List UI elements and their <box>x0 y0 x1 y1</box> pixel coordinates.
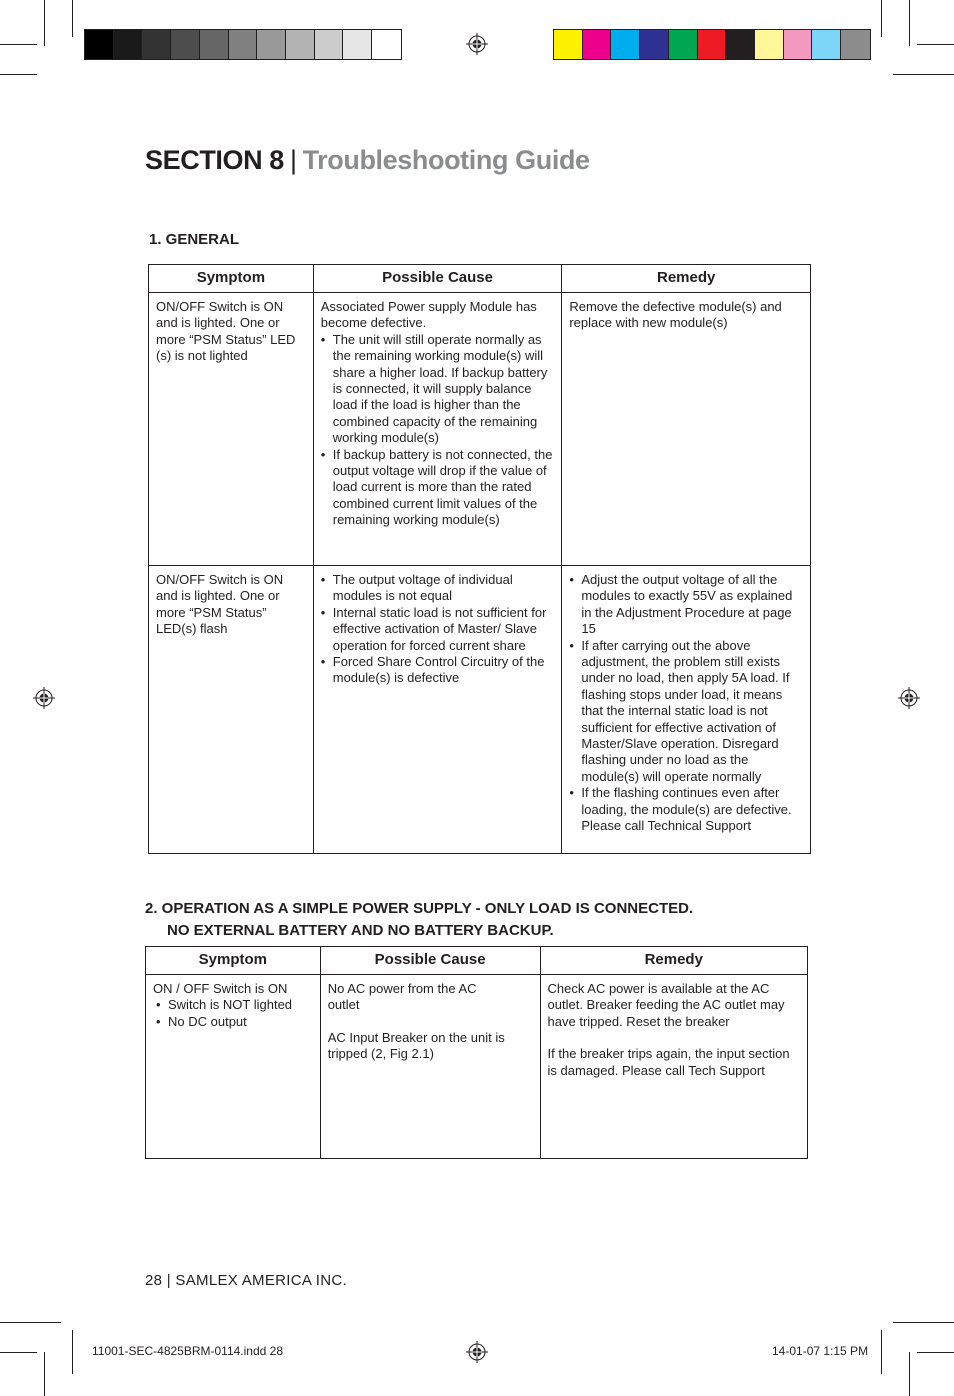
cause-cell <box>320 975 540 1159</box>
color-swatch <box>611 30 640 59</box>
remedy-bullet: • If after carrying out the above adjustment, the problem still exists under no load, then apply 5A load. If flashing stops under load, it means that the internal static load is not sufficient for effective activation of Master/Slave operation. Disregard flashing under no load as the module(s) will operate normally <box>581 638 803 786</box>
cause-bullet: • Forced Share Control Circuitry of the module(s) is defective <box>333 654 555 687</box>
section-title <box>145 145 590 176</box>
section-number: SECTION 8 <box>145 145 284 175</box>
cause-text: No AC power from the AC outlet <box>327 981 477 1013</box>
color-swatch <box>583 30 612 59</box>
color-swatch <box>372 30 401 59</box>
cause-bullet: • The output voltage of individual modules is not equal <box>333 572 555 605</box>
symptom-cell <box>146 975 321 1159</box>
general-troubleshooting-table <box>148 264 811 854</box>
symptom-intro: ON / OFF Switch is ON <box>153 981 288 996</box>
general-heading: 1. GENERAL <box>149 231 240 248</box>
remedy-bullet: • Adjust the output voltage of all the modules to exactly 55V as explained in the Adjustment Procedure at page 15 <box>581 572 803 638</box>
color-swatch <box>114 30 143 59</box>
color-swatch <box>726 30 755 59</box>
section-name: Troubleshooting Guide <box>302 145 590 175</box>
registration-mark-icon <box>466 33 488 55</box>
table-header-row <box>149 265 811 293</box>
color-swatch <box>812 30 841 59</box>
cause-bullet: • The unit will still operate normally as the remaining working module(s) will share a higher load. If backup battery is connected, it will supply balance load if the load is higher than the combined capacity of the remaining working module(s) <box>333 332 555 447</box>
color-swatch <box>286 30 315 59</box>
registration-mark-icon <box>898 687 920 709</box>
process-color-bar <box>553 29 871 60</box>
cause-bullet: • Internal static load is not sufficient for effective activation of Master/ Slave operation for forced current share <box>333 605 555 654</box>
column-header-symptom: Symptom <box>149 265 314 293</box>
table-row <box>149 293 811 566</box>
remedy-cell <box>562 293 811 566</box>
cause-cell <box>313 566 562 854</box>
remedy-text: If the breaker trips again, the input section is damaged. Please call Tech Support <box>547 1046 790 1078</box>
slug-timestamp: 14-01-07 1:15 PM <box>772 1344 869 1358</box>
remedy-bullet: • If the flashing continues even after loading, the module(s) are defective. Please call Technical Support <box>581 785 803 834</box>
column-header-symptom: Symptom <box>146 947 321 975</box>
symptom-bullet: • Switch is NOT lighted <box>168 997 313 1013</box>
symptom-text: ON/OFF Switch is ON and is lighted. One or more “PSM Status” LED(s) flash <box>156 572 284 637</box>
column-header-cause: Possible Cause <box>313 265 562 293</box>
color-swatch <box>755 30 784 59</box>
color-swatch <box>229 30 258 59</box>
color-swatch <box>85 30 114 59</box>
column-header-remedy: Remedy <box>540 947 807 975</box>
registration-mark-icon <box>33 687 55 709</box>
table-row <box>149 566 811 854</box>
remedy-cell <box>562 566 811 854</box>
column-header-cause: Possible Cause <box>320 947 540 975</box>
slug-filename: 11001-SEC-4825BRM-0114.indd 28 <box>92 1344 284 1358</box>
table-header-row <box>146 947 808 975</box>
remedy-text: Remove the defective module(s) and replace with new module(s) <box>569 299 782 331</box>
operation-heading-line2: NO EXTERNAL BATTERY AND NO BATTERY BACKUP. <box>167 922 554 939</box>
color-swatch <box>841 30 870 59</box>
color-swatch <box>669 30 698 59</box>
symptom-text: ON/OFF Switch is ON and is lighted. One or more “PSM Status” LED (s) is not lighted <box>156 299 296 364</box>
symptom-bullet: • No DC output <box>168 1014 313 1030</box>
operation-heading-line1: 2. OPERATION AS A SIMPLE POWER SUPPLY - ONLY LOAD IS CONNECTED. <box>145 900 694 917</box>
color-swatch <box>315 30 344 59</box>
remedy-cell <box>540 975 807 1159</box>
gray-color-bar <box>84 29 402 60</box>
registration-mark-icon <box>466 1341 488 1363</box>
cause-cell <box>313 293 562 566</box>
table-row <box>146 975 808 1159</box>
operation-troubleshooting-table <box>145 946 808 1159</box>
symptom-cell <box>149 293 314 566</box>
column-header-remedy: Remedy <box>562 265 811 293</box>
title-separator: | <box>289 145 297 175</box>
page-footer: 28 | SAMLEX AMERICA INC. <box>145 1272 347 1289</box>
color-swatch <box>640 30 669 59</box>
remedy-text: Check AC power is available at the AC outlet. Breaker feeding the AC outlet may have tripped. Reset the breaker <box>547 981 785 1029</box>
cause-bullet: • If backup battery is not connected, the output voltage will drop if the value of load current is more than the rated combined current limit values of the remaining working module(s) <box>333 447 555 529</box>
color-swatch <box>142 30 171 59</box>
cause-text: AC Input Breaker on the unit is tripped (2, Fig 2.1) <box>327 1029 505 1062</box>
symptom-cell <box>149 566 314 854</box>
color-swatch <box>343 30 372 59</box>
color-swatch <box>698 30 727 59</box>
color-swatch <box>257 30 286 59</box>
color-swatch <box>200 30 229 59</box>
color-swatch <box>554 30 583 59</box>
cause-intro: Associated Power supply Module has become defective. <box>320 299 537 331</box>
color-swatch <box>784 30 813 59</box>
color-swatch <box>171 30 200 59</box>
